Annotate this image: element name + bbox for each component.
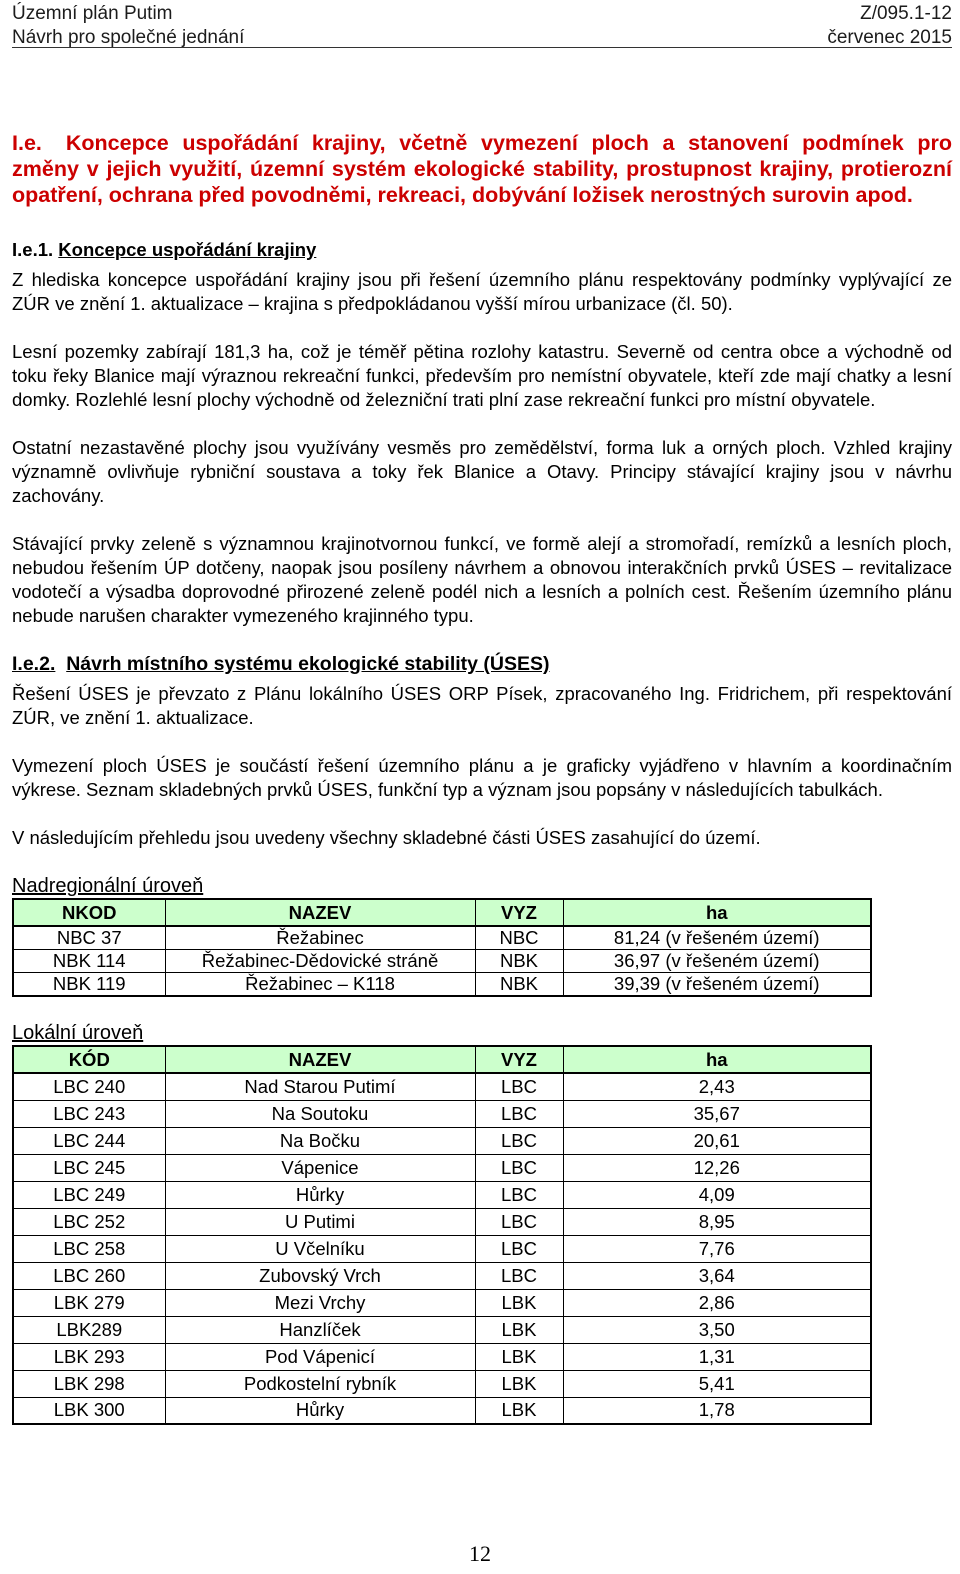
table-cell: LBC: [475, 1154, 563, 1181]
table-cell: NBC: [475, 926, 563, 950]
table-row: [13, 1235, 871, 1262]
table-cell: NBK: [475, 973, 563, 997]
section-title: Koncepce uspořádání krajiny, včetně vymezení ploch a stanovení podmínek pro změny v jejich využití, územní systém ekologické stability, prostupnost krajiny, protierozní opatření, ochrana před povodněmi, rekreaci, dobývání ložisek nerostných surovin apod.: [12, 131, 952, 207]
table-cell: 35,67: [563, 1100, 871, 1127]
table-cell: 20,61: [563, 1127, 871, 1154]
table-row: [13, 1262, 871, 1289]
table-row: [13, 1370, 871, 1397]
section-heading: [12, 130, 952, 208]
table-cell: Na Bočku: [165, 1127, 475, 1154]
table-cell: 3,64: [563, 1262, 871, 1289]
table-caption-regional: Nadregionální úroveň: [12, 875, 204, 897]
table-cell: Mezi Vrchy: [165, 1289, 475, 1316]
paragraph: Stávající prvky zeleně s významnou krajinotvornou funkcí, ve formě alejí a stromořadí, remízků a lesních ploch, nebudou řešením ÚP dotčeny, naopak jsou posíleny návrhem a obnovou interakčních prvků ÚSES – revitalizace vodotečí a výsadba doprovodné přirozené zeleně podél nich a lesních a polních cest. Řešením územního plánu nebude narušen charakter vymezeného krajinného typu.: [12, 533, 952, 626]
table-cell: Řežabinec: [165, 926, 475, 950]
paragraph: Lesní pozemky zabírají 181,3 ha, což je téměř pětina rozlohy katastru. Severně od centra obce a východně od toku řeky Blanice mají výraznou rekreační funkci, především pro nemístní obyvatele, kteří zde mají chatky a lesní domky. Rozlehlé lesní plochy východně od železniční trati plní zase rekreační funkci pro místní obyvatele.: [12, 341, 952, 410]
table-cell: LBC: [475, 1100, 563, 1127]
table-cell: LBK 279: [13, 1289, 165, 1316]
table-cell: LBC 249: [13, 1181, 165, 1208]
paragraph: V následujícím přehledu jsou uvedeny všechny skladebné části ÚSES zasahující do území.: [12, 827, 761, 848]
subsection-2-heading: [12, 652, 952, 676]
table-cell: LBK: [475, 1289, 563, 1316]
header-divider: [12, 47, 952, 48]
table-cell: LBK: [475, 1397, 563, 1424]
table-cell: 81,24 (v řešeném území): [563, 926, 871, 950]
subsection-1-title: Koncepce uspořádání krajiny: [58, 239, 317, 260]
column-header: ha: [563, 899, 871, 926]
table-cell: 2,86: [563, 1289, 871, 1316]
table-cell: 8,95: [563, 1208, 871, 1235]
table-cell: U Včelníku: [165, 1235, 475, 1262]
table-cell: LBC: [475, 1208, 563, 1235]
table-cell: 36,97 (v řešeném území): [563, 950, 871, 973]
paragraph: Řešení ÚSES je převzato z Plánu lokálního ÚSES ORP Písek, zpracovaného Ing. Fridrichem, při respektování ZÚR, ve znění 1. aktualizace.: [12, 683, 952, 728]
table-row: [13, 1343, 871, 1370]
table-cell: Řežabinec-Dědovické stráně: [165, 950, 475, 973]
table-cell: LBC: [475, 1127, 563, 1154]
table-caption-local: Lokální úroveň: [12, 1022, 144, 1044]
table-cell: LBC: [475, 1181, 563, 1208]
table-cell: LBK289: [13, 1316, 165, 1343]
table-cell: Zubovský Vrch: [165, 1262, 475, 1289]
table-row: [13, 1208, 871, 1235]
page-content: [12, 130, 952, 1425]
table-cell: 12,26: [563, 1154, 871, 1181]
paragraph: Vymezení ploch ÚSES je součástí řešení územního plánu a je graficky vyjádřeno v hlavním a koordinačním výkrese. Seznam skladebných prvků ÚSES, funkční typ a význam jsou popsány v následujících tabulkách.: [12, 755, 952, 800]
column-header: KÓD: [13, 1046, 165, 1073]
page-header: [12, 2, 952, 50]
table-cell: LBK: [475, 1370, 563, 1397]
table-cell: LBK 293: [13, 1343, 165, 1370]
column-header: ha: [563, 1046, 871, 1073]
section-number: I.e.: [12, 131, 42, 155]
table-cell: LBC 260: [13, 1262, 165, 1289]
table-row: [13, 1154, 871, 1181]
table-cell: 2,43: [563, 1073, 871, 1100]
table-row: [13, 1181, 871, 1208]
table-row: [13, 1100, 871, 1127]
table-cell: LBK: [475, 1343, 563, 1370]
table-cell: Hanzlíček: [165, 1316, 475, 1343]
table-row: [13, 950, 871, 973]
table-cell: LBC 243: [13, 1100, 165, 1127]
table-cell: LBC: [475, 1235, 563, 1262]
table-cell: LBC 258: [13, 1235, 165, 1262]
header-doc-stage: Návrh pro společné jednání: [12, 27, 245, 48]
local-uses-table: [12, 1045, 872, 1425]
column-header: NAZEV: [165, 899, 475, 926]
table-cell: 4,09: [563, 1181, 871, 1208]
table-row: [13, 1127, 871, 1154]
table-cell: Vápenice: [165, 1154, 475, 1181]
table-cell: NBK 114: [13, 950, 165, 973]
table-cell: NBC 37: [13, 926, 165, 950]
table-cell: LBC 244: [13, 1127, 165, 1154]
paragraph: Z hlediska koncepce uspořádání krajiny jsou při řešení územního plánu respektovány podmínky vyplývající ze ZÚR ve znění 1. aktualizace – krajina s předpokládanou vyšší mírou urbanizace (čl. 50).: [12, 269, 952, 314]
table-cell: LBC: [475, 1262, 563, 1289]
table-row: [13, 1316, 871, 1343]
header-doc-title: Územní plán Putim: [12, 3, 173, 24]
table-cell: LBK 298: [13, 1370, 165, 1397]
table-cell: NBK 119: [13, 973, 165, 997]
table-cell: LBC 252: [13, 1208, 165, 1235]
table-cell: Pod Vápenicí: [165, 1343, 475, 1370]
table-cell: Hůrky: [165, 1181, 475, 1208]
table-row: [13, 926, 871, 950]
table-cell: 1,31: [563, 1343, 871, 1370]
subsection-1-heading: [12, 238, 952, 262]
table-row: [13, 1073, 871, 1100]
header-doc-date: červenec 2015: [827, 27, 952, 48]
header-doc-code: Z/095.1-12: [860, 3, 952, 24]
subsection-2-number: I.e.2.: [12, 653, 56, 675]
table-cell: Nad Starou Putimí: [165, 1073, 475, 1100]
column-header: VYZ: [475, 1046, 563, 1073]
table-cell: Hůrky: [165, 1397, 475, 1424]
table-cell: Řežabinec – K118: [165, 973, 475, 997]
table-cell: U Putimi: [165, 1208, 475, 1235]
table-cell: Podkostelní rybník: [165, 1370, 475, 1397]
table-cell: LBC 240: [13, 1073, 165, 1100]
table-cell: 5,41: [563, 1370, 871, 1397]
table-cell: LBC: [475, 1073, 563, 1100]
table-cell: LBK: [475, 1316, 563, 1343]
page-number: 12: [469, 1541, 491, 1566]
subsection-2-title: Návrh místního systému ekologické stability (ÚSES): [66, 653, 550, 675]
paragraph: Ostatní nezastavěné plochy jsou využívány vesměs pro zemědělství, forma luk a orných ploch. Vzhled krajiny významně ovlivňuje rybniční soustava a toky řek Blanice a Otavy. Principy stávající krajiny jsou v návrhu zachovány.: [12, 437, 952, 506]
table-cell: 3,50: [563, 1316, 871, 1343]
table-row: [13, 1289, 871, 1316]
table-cell: Na Soutoku: [165, 1100, 475, 1127]
column-header: VYZ: [475, 899, 563, 926]
table-row: [13, 1397, 871, 1424]
subsection-1-number: I.e.1.: [12, 239, 54, 260]
regional-uses-table: [12, 898, 872, 997]
table-cell: 39,39 (v řešeném území): [563, 973, 871, 997]
table-row: [13, 973, 871, 997]
table-cell: 7,76: [563, 1235, 871, 1262]
column-header: NKOD: [13, 899, 165, 926]
table-cell: 1,78: [563, 1397, 871, 1424]
table-cell: NBK: [475, 950, 563, 973]
table-cell: LBC 245: [13, 1154, 165, 1181]
column-header: NAZEV: [165, 1046, 475, 1073]
table-cell: LBK 300: [13, 1397, 165, 1424]
